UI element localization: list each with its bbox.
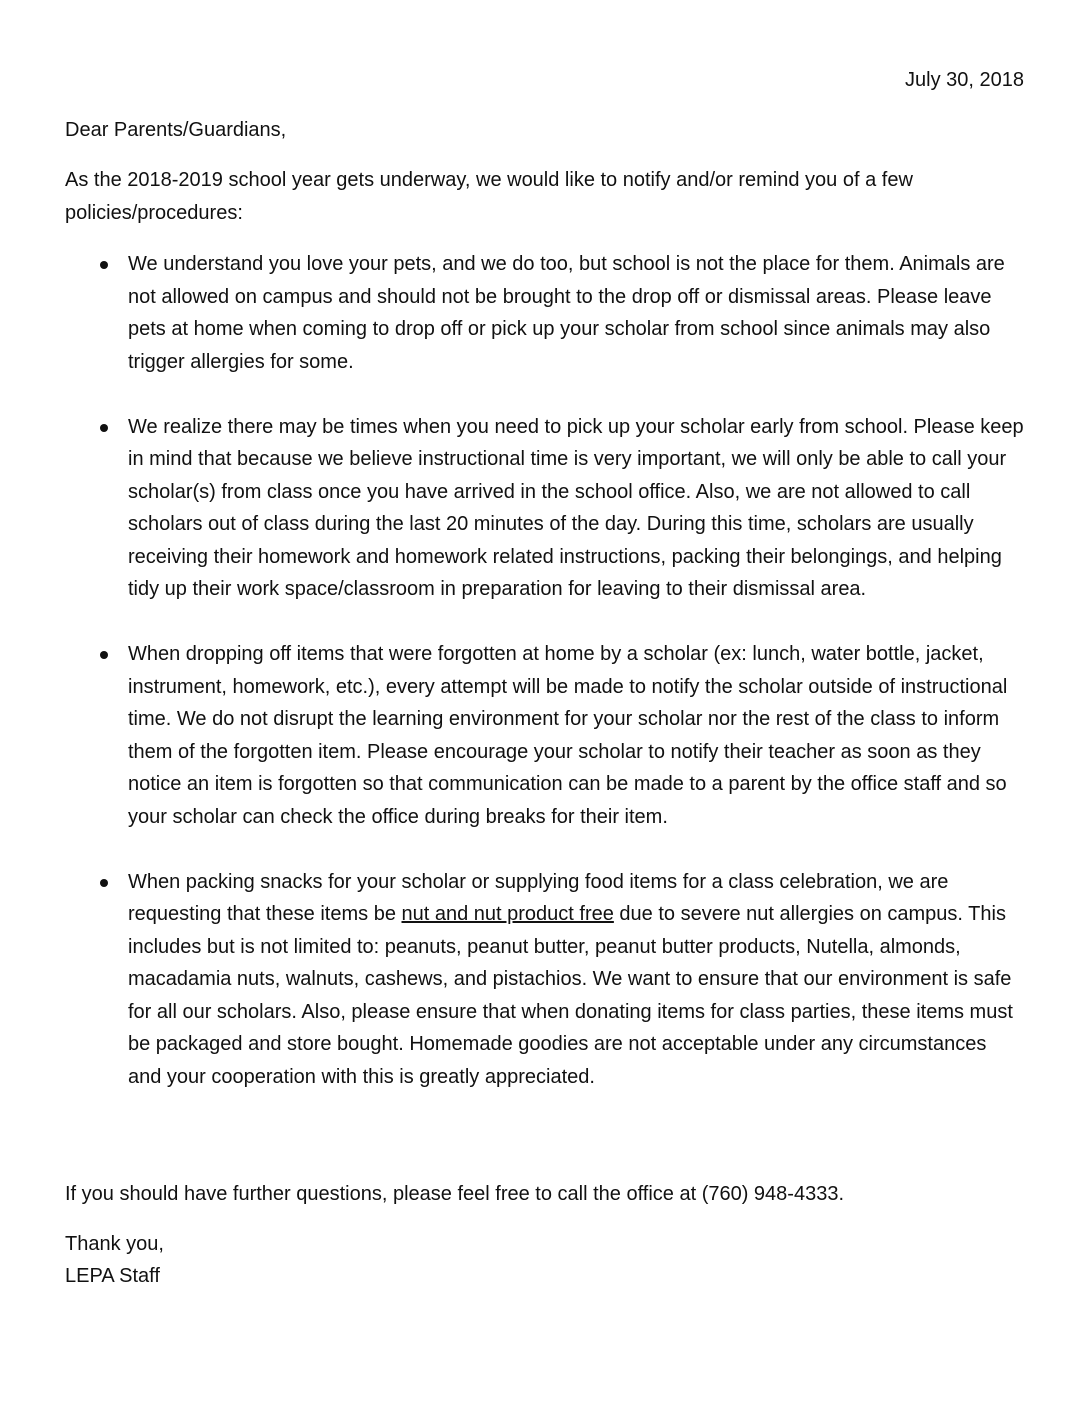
policy-list [65,248,1025,1126]
policy-item-text: We understand you love your pets, and we do too, but school is not the place for them. Animals are not allowed on campus and should not be brought to the drop off or dismissal areas. Please leave pets at home when coming to drop off or pick up your scholar from school since animals may also trigger allergies for some. [128,253,1005,373]
policy-item-forgotten-items [65,638,1025,833]
policy-item-text-after: due to severe nut allergies on campus. This includes but is not limited to: peanuts, peanut butter, peanut butter products, Nutella, almonds, macadamia nuts, walnuts, cashews, and pistachios. We want to ensure that our environment is safe for all our scholars. Also, please ensure that when donating items for class parties, these items must be packaged and store bought. Homemade goodies are not acceptable under any circumstances and your cooperation with this is greatly appreciated. [128,903,1013,1088]
policy-item-text: We realize there may be times when you need to pick up your scholar early from school. Please keep in mind that because we believe instructional time is very important, we will only be able to call your scholar(s) from class once you have arrived in the school office. Also, we are not allowed to call scholars out of class during the last 20 minutes of the day. During this time, scholars are usually receiving their homework and homework related instructions, packing their belongings, and helping tidy up their work space/classroom in preparation for leaving to their dismissal area. [128,415,1024,600]
bullet-dot-icon [100,424,108,432]
signature: LEPA Staff [65,1265,160,1287]
policy-item-text-underlined: nut and nut product free [401,903,614,925]
policy-item-text: When dropping off items that were forgotten at home by a scholar (ex: lunch, water bottle, jacket, instrument, homework, etc.), every attempt will be made to notify the scholar outside of instructional time. We do not disrupt the learning environment for your scholar nor the rest of the class to inform them of the forgotten item. Please encourage your scholar to notify their teacher as soon as they notice an item is forgotten so that communication can be made to a parent by the office staff and so your scholar can check the office during breaks for their item. [128,643,1008,828]
salutation: Dear Parents/Guardians, [65,119,287,141]
policy-item-early-pickup [65,411,1025,606]
bullet-dot-icon [100,879,108,887]
letter-date: July 30, 2018 [905,69,1024,91]
bullet-dot-icon [100,651,108,659]
policy-item-text-before: When packing snacks for your scholar or supplying food items for a class celebration, we are requesting that these items be [128,870,949,925]
policy-item-nut-free [65,866,1025,1094]
policy-item-pets [65,248,1025,378]
bullet-dot-icon [100,261,108,269]
intro-paragraph: As the 2018-2019 school year gets underway, we would like to notify and/or remind you of a few policies/procedures: [65,169,913,224]
closing-question: If you should have further questions, please feel free to call the office at (760) 948-4333. [65,1183,845,1205]
closing-thanks: Thank you, [65,1233,164,1255]
